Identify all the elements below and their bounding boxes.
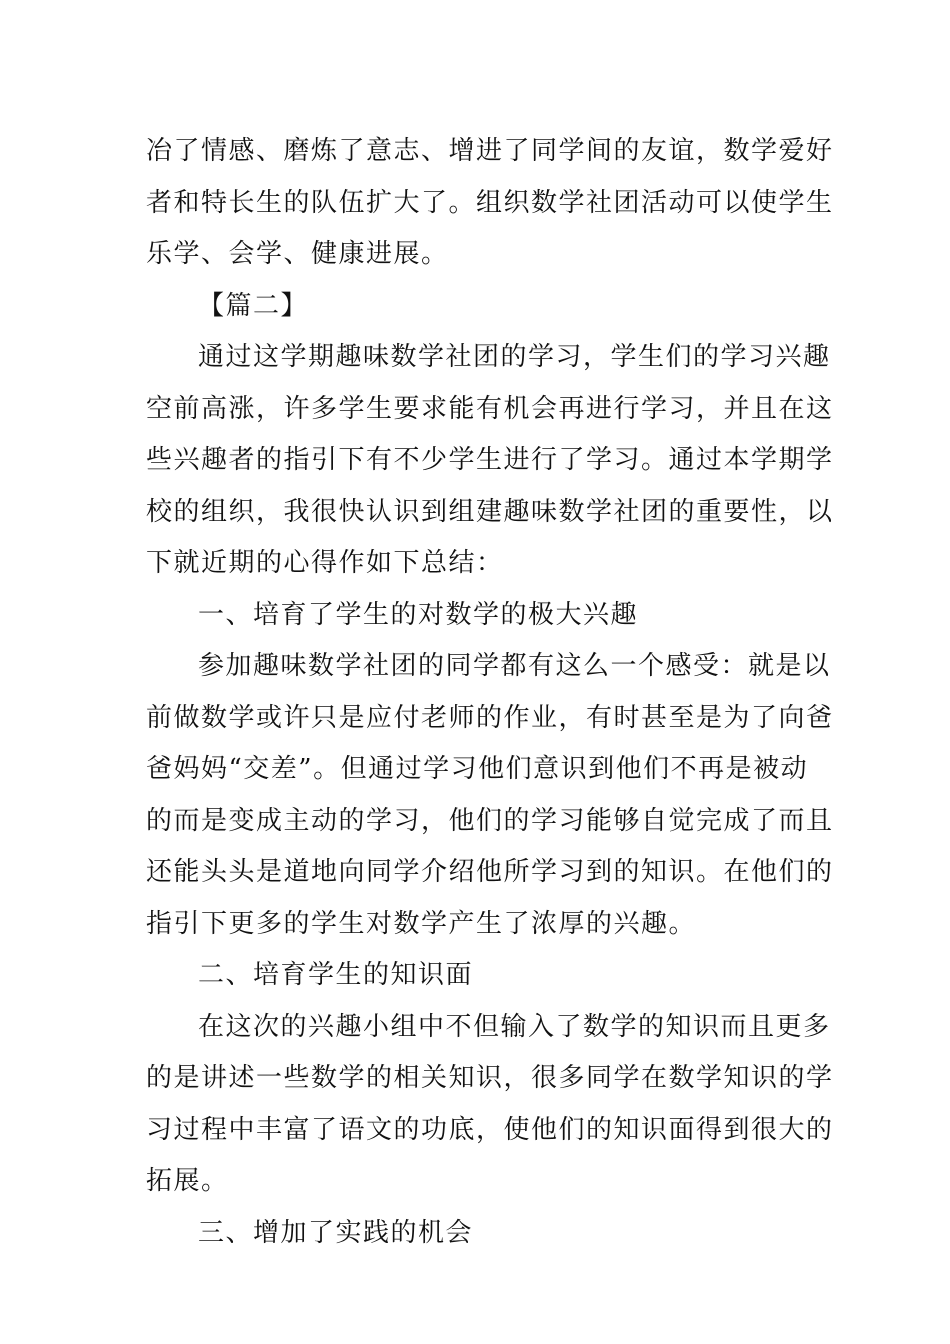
text-line: 校的组织，我很快认识到组建趣味数学社团的重要性，以: [146, 496, 834, 527]
text-line: 指引下更多的学生对数学产生了浓厚的兴趣。: [146, 908, 697, 939]
section-heading: 【篇二】: [198, 290, 309, 321]
subheading: 二、培育学生的知识面: [198, 960, 474, 990]
text-line: 下就近期的心得作如下总结：: [146, 548, 504, 578]
text-line: 空前高涨，许多学生要求能有机会再进行学习，并且在这: [146, 393, 834, 424]
text-line: 拓展。: [146, 1166, 229, 1196]
text-line: 爸妈妈“交差”。但通过学习他们意识到他们不再是被动: [146, 754, 809, 784]
text-line: 参加趣味数学社团的同学都有这么一个感受：就是以: [198, 651, 831, 681]
text-line: 前做数学或许只是应付老师的作业，有时甚至是为了向爸: [146, 702, 834, 733]
text-line: 习过程中丰富了语文的功底，使他们的知识面得到很大的: [146, 1114, 834, 1145]
text-line: 者和特长生的队伍扩大了。组织数学社团活动可以使学生: [146, 187, 834, 218]
text-line: 在这次的兴趣小组中不但输入了数学的知识而且更多: [198, 1011, 831, 1042]
text-line: 的是讲述一些数学的相关知识，很多同学在数学知识的学: [146, 1063, 834, 1093]
subheading: 三、增加了实践的机会: [198, 1217, 474, 1248]
text-line: 的而是变成主动的学习，他们的学习能够自觉完成了而且: [146, 805, 834, 836]
subheading: 一、培育了学生的对数学的极大兴趣: [198, 599, 639, 630]
text-line: 些兴趣者的指引下有不少学生进行了学习。通过本学期学: [146, 445, 834, 475]
body-text: [146, 126, 834, 1259]
text-line: 乐学、会学、健康进展。: [146, 239, 449, 269]
text-line: 冶了情感、磨炼了意志、增进了同学间的友谊，数学爱好: [146, 136, 834, 166]
text-line: 通过这学期趣味数学社团的学习，学生们的学习兴趣: [198, 342, 831, 372]
text-line: 还能头头是道地向同学介绍他所学习到的知识。在他们的: [146, 857, 834, 887]
